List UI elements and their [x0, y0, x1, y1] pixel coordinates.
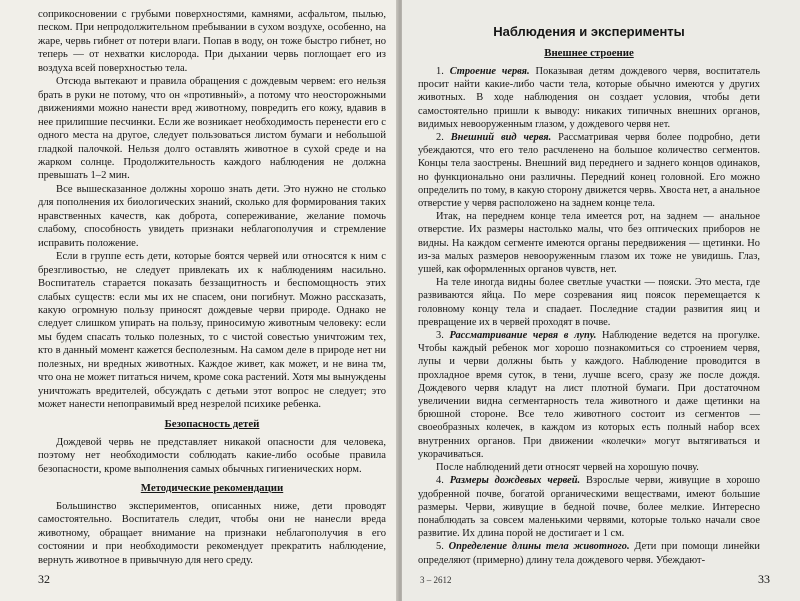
item-text: Показывая детям дождевого червя, воспитатель просит найти какие-либо части тела, которые обычно имеются у других животных. В ходе наблюдения он создает условия, чтобы дети самостоятельно пришли к выводу: никаких типичных внешних органов, видимых невооруженным глазом, у дождевого червя нет.: [418, 66, 760, 130]
item-term: Строение червя.: [449, 66, 530, 77]
paragraph: [418, 474, 760, 540]
right-page: [402, 0, 800, 601]
item-number: 4.: [436, 475, 450, 487]
paragraph: [418, 65, 760, 131]
paragraph: Все вышесказанное должны хорошо знать дети. Это нужно не столько для пополнения их биологических знаний, сколько для формирования таких нравственных качеств, как доброта, сопереживание, желание помочь слабому, способность увидеть признаки неблагополучия и стремление исправить положение.: [38, 183, 386, 249]
items-container: [418, 65, 760, 567]
paragraph: Отсюда вытекают и правила обращения с дождевым червем: его нельзя брать в руки не потому, что он «противный», а потому что неосторожными движениями можно нанести вред животному, повредить его кожу, вдавив в нее прилипшие песчинки. Если же возникает необходимость перенести его с одного места на другое, следует пользоваться листом бумаги и небольшой гладкой палочкой. Нельзя долго оставлять животное в сухой среде и на жарком солнце. Продолжительность каждого наблюдения не должна превышать 1–2 мин.: [38, 76, 386, 182]
paragraph: [418, 210, 760, 276]
item-term: Определение длины тела животного.: [448, 541, 630, 553]
paragraph: [418, 276, 760, 329]
section-heading: Методические рекомендации: [140, 481, 284, 494]
item-term: Размеры дождевых червей.: [449, 475, 581, 487]
item-number: 5.: [436, 541, 449, 553]
left-page: [0, 0, 398, 601]
paragraph: [418, 461, 760, 474]
paragraph: Большинство экспериментов, описанных ниже, дети проводят самостоятельно. Воспитатель следит, чтобы они не нанесли вреда животному, обращает внимание на признаки неблагополучия в его состоянии и при необходимости рекомендует прекратить наблюдение, вернуть животное в привычную для него среду.: [38, 500, 386, 566]
item-text: Итак, на переднем конце тела имеется рот, на заднем — анальное отверстие. Их размеры настолько малы, что без оптических приборов не видны. На каждом сегменте имеются органы передвижения — щетинки. Но из-за малых размеров невооруженным глазом их тоже не увидишь. Глаз, ушей, как оформленных органов чувств, нет.: [418, 211, 760, 276]
item-term: Внешний вид червя.: [450, 132, 552, 144]
item-number: 3.: [436, 330, 450, 342]
paragraph: [418, 540, 760, 566]
item-text: На теле иногда видны более светлые участки — пояски. Это места, где развиваются яйца. По мере созревания яиц поясок перемещается к головному концу тела и спадает. Последние стадии развития яиц и превращение их в червей проходят в почве.: [418, 277, 760, 328]
item-text: Наблюдение ведется на прогулке. Чтобы каждый ребенок мог хорошо познакомиться со строением червя, лупы и черви должны быть у каждого. Наблюдение проводится в прохладное время суток, в тени, лучше всего, сразу же после дождя. Дождевого червя кладут на лист плотной бумаги. При достаточном увеличении видна сегментарность тела животного и даже щетинки на брюшной стороне. Все тело животного состоит из сегментов — своеобразных колечек, в каждом из которых есть полный набор всех внутренних органов. При движении «колечки» могут вытягиваться и укорачиваться.: [418, 330, 760, 460]
page-number: 33: [758, 572, 770, 586]
item-text: Рассматривая червя более подробно, дети убеждаются, что его тело расчленено на большое количество сегментов. Концы тела заострены. Внешний вид переднего и заднего концов одинаков, но функционально они различны. Передний конец головной. Его можно определить по тому, в какую сторону движется червь. Хвоста нет, а анальное отверстие у червя расположено на заднем конце тела.: [418, 132, 760, 210]
page-title: Наблюдения и эксперименты: [493, 24, 685, 39]
item-number: 1.: [436, 66, 450, 77]
paragraph: Дождевой червь не представляет никакой опасности для человека, поэтому нет необходимости соблюдать какие-либо особые правила безопасности, кроме выполнения самых обычных гигиенических норм.: [38, 436, 386, 475]
paragraph: Если в группе есть дети, которые боятся червей или относятся к ним с брезгливостью, не следует привлекать их к наблюдениям насильно. Воспитатель старается показать беззащитность и беспомощность этих слабых существ: если мы их не спасем, они погибнут. Можно рассказать, какую огромную пользу приносят дождевые черви природе. Однако не следует слишком упирать на пользу, приносимую животным человеку: если мы будем спасать только полезных, то с чистой совестью уничтожим тех, кто в данный момент кажется бесполезным. На самом деле в природе нет ни полезных, ни вредных животных. Каждое живет, как может, и не вина тм, что она не может питаться ничем, кроме сока растений. Хотя мы вынуждены уничтожать вредителей, обсуждать с детьми этот вопрос не следует; это может нанести непоправимый вред незрелой психике ребенка.: [38, 251, 386, 411]
paragraph: [418, 131, 760, 210]
section-heading: Внешнее строение: [544, 47, 634, 59]
item-text: После наблюдений дети относят червей на хорошую почву.: [436, 462, 699, 474]
item-text: Взрослые черви, живущие в хорошо удобренной почве, богатой органическими веществами, имеют большие размеры. Черви, живущие в бедной почве, более мелкие. Интересно понаблюдать за совсем маленькими червями, которые только начали свое развитие. Их длина порой не достигает и 1 см.: [418, 475, 760, 540]
paragraph: соприкосновении с грубыми поверхностями, камнями, асфальтом, пылью, песком. При непродолжительном пребывании в сухом воздухе, особенно, на жаре, червь гибнет от потери влаги. Попав в воду, он тоже быстро гибнет, но теперь — от нехватки кислорода. При дыхании червь поглощает его из воздуха всей поверхностью тела.: [38, 9, 386, 74]
page-number: 32: [38, 572, 50, 586]
signature-mark: 3 – 2612: [420, 575, 452, 585]
item-number: 2.: [436, 132, 451, 144]
item-text: Дети при помощи линейки определяют (примерно) длину тела дождевого червя. Убеждают-: [418, 541, 760, 566]
paragraph: [418, 329, 760, 461]
section-heading: Безопасность детей: [164, 417, 260, 430]
item-term: Рассматривание червя в лупу.: [449, 330, 597, 342]
